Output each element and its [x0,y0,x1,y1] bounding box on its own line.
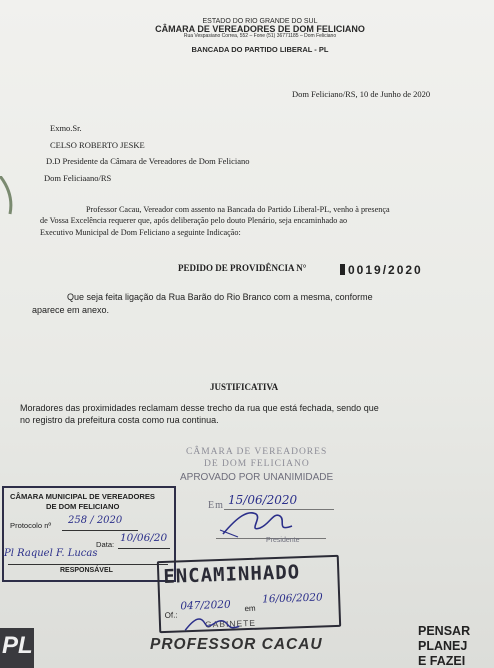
justification-line-1: Moradores das proximidades reclamam desse trecho da rua que está fechada, sendo que [20,403,379,413]
forwarded-of-value: 047/2020 [180,598,231,613]
forwarded-stamp [157,555,341,633]
page-edge-decoration [0,176,22,216]
footer-logo [0,628,34,668]
protocol-date-label: Data: [96,540,115,549]
approval-stamp-status: APROVADO POR UNANIMIDADE [180,472,334,483]
protocol-stamp [2,486,176,582]
letterhead-address: Rua Vespasiano Correa, 552 – Fone (51) 36771185 – Dom Feliciano [183,33,337,39]
footer-slogan-line-3: E FAZEI [418,654,466,668]
approval-stamp-line2: DE DOM FELICIANO [204,459,310,469]
justification-title: JUSTIFICATIVA [210,382,279,392]
cabinet-signature [183,612,244,636]
president-label: Presidente [266,537,300,544]
approval-stamp-line1: CÂMARA DE VEREADORES [186,447,328,457]
responsible-label: RESPONSÁVEL [60,567,113,574]
letterhead-chamber: CÂMARA DE VEREADORES DE DOM FELICIANO [155,24,365,34]
justification-line-2: no registro da prefeitura costa como rua continua. [20,415,219,425]
request-line-1: Que seja feita ligação da Rua Barão do Rio Branco com a mesma, conforme [67,292,373,302]
recipient-name: CELSO ROBERTO JESKE [50,140,145,150]
footer-logo-text: PL [2,632,33,659]
approval-date-prefix: Em [208,500,224,511]
request-number-value: 0019/2020 [348,263,423,277]
responsible-line [8,564,168,565]
request-number [340,263,423,277]
forwarded-em-label: em [244,603,256,614]
approval-date: 15/06/2020 [228,493,298,507]
protocol-date-value: 10/06/20 [120,532,168,544]
protocol-underline [62,530,138,531]
footer-name: PROFESSOR CACAU [150,636,323,653]
forwarded-title: ENCAMINHADO [162,561,301,588]
footer-slogan [418,624,470,668]
recipient-position: D.D Presidente da Câmara de Vereadores de Dom Feliciano [46,156,250,166]
forwarded-em-value: 16/06/2020 [261,591,323,606]
president-signature [218,506,298,540]
recipient-salutation: Exmo.Sr. [50,123,82,133]
protocol-value: 258 / 2020 [68,515,123,526]
protocol-title-1: CÂMARA MUNICIPAL DE VEREADORES [10,492,155,501]
cabinet-label: GABINETE [204,617,257,630]
footer-slogan-line-1: PENSAR [418,624,471,638]
party-title: BANCADA DO PARTIDO LIBERAL - PL [191,45,329,54]
intro-line-2: de Vossa Excelência requerer que, após deliberação pelo douto Plenário, seja encaminhado ao [40,216,348,225]
request-number-marker [340,264,345,275]
recipient-city: Dom Feliciaano/RS [44,173,112,183]
protocol-label: Protocolo nº [10,521,52,530]
responsible-signature: Pl Raquel F. Lucas [4,548,98,559]
protocol-title-2: DE DOM FELICIANO [46,502,120,511]
footer-slogan-line-2: PLANEJ [418,639,468,653]
intro-line-1: Professor Cacau, Vereador com assento na Bancada do Partido Liberal-PL, venho à presença [86,205,390,214]
approval-stamp [178,444,348,548]
protocol-date-underline [118,548,170,549]
request-label: PEDIDO DE PROVIDÊNCIA N° [178,263,307,273]
request-line-2: aparece em anexo. [32,305,110,315]
intro-line-3: Executivo Municipal de Dom Feliciano a seguinte Indicação: [40,228,241,237]
date-line: Dom Feliciano/RS, 10 de Junho de 2020 [292,89,431,99]
letterhead-state: ESTADO DO RIO GRANDE DO SUL [202,18,318,25]
forwarded-of-label: Of.: [164,610,178,620]
